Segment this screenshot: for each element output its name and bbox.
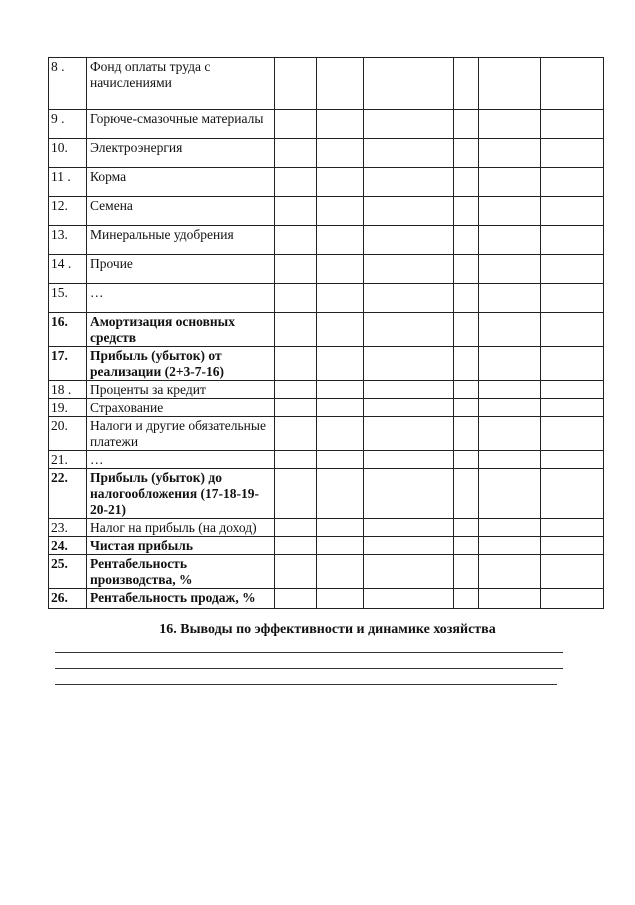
value-cell[interactable] [454,381,479,399]
conclusion-line-2[interactable] [55,668,563,669]
value-cell[interactable] [275,313,317,347]
table-row [49,417,604,451]
row-label: Минеральные удобрения [87,226,275,255]
value-cell[interactable] [317,555,364,589]
value-cell[interactable] [317,347,364,381]
table-row [49,139,604,168]
value-cell[interactable] [541,451,604,469]
value-cell[interactable] [454,537,479,555]
value-cell[interactable] [317,469,364,519]
table-row [49,381,604,399]
row-label: Горюче-смазочные материалы [87,110,275,139]
row-label: Проценты за кредит [87,381,275,399]
value-cell[interactable] [454,110,479,139]
value-cell[interactable] [541,197,604,226]
row-number: 25. [49,555,87,589]
value-cell[interactable] [541,110,604,139]
row-number: 12. [49,197,87,226]
row-label: … [87,451,275,469]
value-cell[interactable] [317,519,364,537]
value-cell[interactable] [364,226,454,255]
row-number: 17. [49,347,87,381]
value-cell[interactable] [275,381,317,399]
row-label: Прочие [87,255,275,284]
value-cell[interactable] [275,255,317,284]
value-cell[interactable] [275,399,317,417]
value-cell[interactable] [541,381,604,399]
value-cell[interactable] [479,255,541,284]
value-cell[interactable] [317,451,364,469]
value-cell[interactable] [541,139,604,168]
value-cell[interactable] [454,168,479,197]
row-label: Налог на прибыль (на доход) [87,519,275,537]
table-row [49,197,604,226]
table-row [49,469,604,519]
value-cell[interactable] [364,313,454,347]
table-row [49,284,604,313]
value-cell[interactable] [541,417,604,451]
value-cell[interactable] [364,58,454,110]
value-cell[interactable] [479,197,541,226]
value-cell[interactable] [317,417,364,451]
row-number: 24. [49,537,87,555]
value-cell[interactable] [454,313,479,347]
value-cell[interactable] [275,589,317,609]
value-cell[interactable] [364,284,454,313]
value-cell[interactable] [364,347,454,381]
value-cell[interactable] [275,519,317,537]
value-cell[interactable] [275,110,317,139]
table-row [49,347,604,381]
row-number: 13. [49,226,87,255]
value-cell[interactable] [479,519,541,537]
row-number: 14 . [49,255,87,284]
value-cell[interactable] [479,399,541,417]
row-label: Рентабельность производства, % [87,555,275,589]
table-row [49,226,604,255]
row-number: 26. [49,589,87,609]
row-label: Прибыль (убыток) от реализации (2+3-7-16) [87,347,275,381]
value-cell[interactable] [541,255,604,284]
value-cell[interactable] [364,110,454,139]
value-cell[interactable] [317,226,364,255]
row-label: Рентабельность продаж, % [87,589,275,609]
value-cell[interactable] [364,168,454,197]
value-cell[interactable] [454,347,479,381]
value-cell[interactable] [541,313,604,347]
value-cell[interactable] [454,139,479,168]
row-number: 8 . [49,58,87,110]
row-number: 18 . [49,381,87,399]
table-row [49,589,604,609]
value-cell[interactable] [454,197,479,226]
value-cell[interactable] [479,168,541,197]
conclusion-line-3[interactable] [55,684,557,685]
row-label: Прибыль (убыток) до налогообложения (17-18-19-20-21) [87,469,275,519]
conclusions-heading: 16. Выводы по эффективности и динамике хозяйства [159,622,496,637]
value-cell[interactable] [479,313,541,347]
value-cell[interactable] [479,537,541,555]
value-cell[interactable] [479,347,541,381]
value-cell[interactable] [454,226,479,255]
value-cell[interactable] [541,168,604,197]
value-cell[interactable] [479,555,541,589]
value-cell[interactable] [541,469,604,519]
value-cell[interactable] [479,139,541,168]
row-label: Чистая прибыль [87,537,275,555]
table-row [49,110,604,139]
value-cell[interactable] [275,555,317,589]
value-cell[interactable] [479,589,541,609]
row-number: 22. [49,469,87,519]
value-cell[interactable] [479,451,541,469]
value-cell[interactable] [275,197,317,226]
table-row [49,399,604,417]
value-cell[interactable] [454,451,479,469]
value-cell[interactable] [454,519,479,537]
conclusion-line-1[interactable] [55,652,563,653]
value-cell[interactable] [479,226,541,255]
value-cell[interactable] [364,139,454,168]
value-cell[interactable] [479,284,541,313]
value-cell[interactable] [364,589,454,609]
value-cell[interactable] [541,58,604,110]
value-cell[interactable] [275,451,317,469]
value-cell[interactable] [275,284,317,313]
value-cell[interactable] [479,381,541,399]
value-cell[interactable] [454,284,479,313]
row-number: 19. [49,399,87,417]
value-cell[interactable] [317,284,364,313]
table-row [49,555,604,589]
value-cell[interactable] [364,519,454,537]
value-cell[interactable] [275,226,317,255]
value-cell[interactable] [317,255,364,284]
value-cell[interactable] [541,284,604,313]
value-cell[interactable] [364,417,454,451]
value-cell[interactable] [454,589,479,609]
value-cell[interactable] [541,347,604,381]
value-cell[interactable] [541,589,604,609]
value-cell[interactable] [364,255,454,284]
value-cell[interactable] [317,381,364,399]
value-cell[interactable] [454,555,479,589]
row-label: Электроэнергия [87,139,275,168]
row-number: 20. [49,417,87,451]
row-label: Семена [87,197,275,226]
value-cell[interactable] [317,399,364,417]
row-label: Страхование [87,399,275,417]
row-number: 11 . [49,168,87,197]
value-cell[interactable] [364,197,454,226]
value-cell[interactable] [317,139,364,168]
finance-table [48,57,604,609]
row-number: 21. [49,451,87,469]
row-number: 23. [49,519,87,537]
value-cell[interactable] [454,469,479,519]
table-row [49,313,604,347]
value-cell[interactable] [454,417,479,451]
value-cell[interactable] [364,451,454,469]
value-cell[interactable] [317,58,364,110]
table-row [49,58,604,110]
value-cell[interactable] [317,110,364,139]
value-cell[interactable] [454,58,479,110]
value-cell[interactable] [317,313,364,347]
value-cell[interactable] [275,469,317,519]
row-label: Амортизация основных средств [87,313,275,347]
value-cell[interactable] [541,226,604,255]
value-cell[interactable] [541,399,604,417]
row-label: Фонд оплаты труда с начислениями [87,58,275,110]
value-cell[interactable] [454,399,479,417]
value-cell[interactable] [541,519,604,537]
value-cell[interactable] [275,139,317,168]
row-number: 16. [49,313,87,347]
row-number: 9 . [49,110,87,139]
value-cell[interactable] [364,399,454,417]
row-label: Корма [87,168,275,197]
table-row [49,255,604,284]
value-cell[interactable] [275,347,317,381]
row-number: 10. [49,139,87,168]
value-cell[interactable] [541,537,604,555]
value-cell[interactable] [275,168,317,197]
value-cell[interactable] [275,417,317,451]
row-number: 15. [49,284,87,313]
value-cell[interactable] [454,255,479,284]
value-cell[interactable] [317,589,364,609]
table-row [49,168,604,197]
value-cell[interactable] [364,469,454,519]
row-label: … [87,284,275,313]
value-cell[interactable] [479,110,541,139]
value-cell[interactable] [317,197,364,226]
table-row [49,451,604,469]
value-cell[interactable] [364,555,454,589]
value-cell[interactable] [479,469,541,519]
table-row [49,537,604,555]
value-cell[interactable] [541,555,604,589]
value-cell[interactable] [317,168,364,197]
value-cell[interactable] [275,58,317,110]
value-cell[interactable] [479,58,541,110]
value-cell[interactable] [317,537,364,555]
row-label: Налоги и другие обязательные платежи [87,417,275,451]
value-cell[interactable] [275,537,317,555]
value-cell[interactable] [364,537,454,555]
value-cell[interactable] [479,417,541,451]
value-cell[interactable] [364,381,454,399]
table-row [49,519,604,537]
